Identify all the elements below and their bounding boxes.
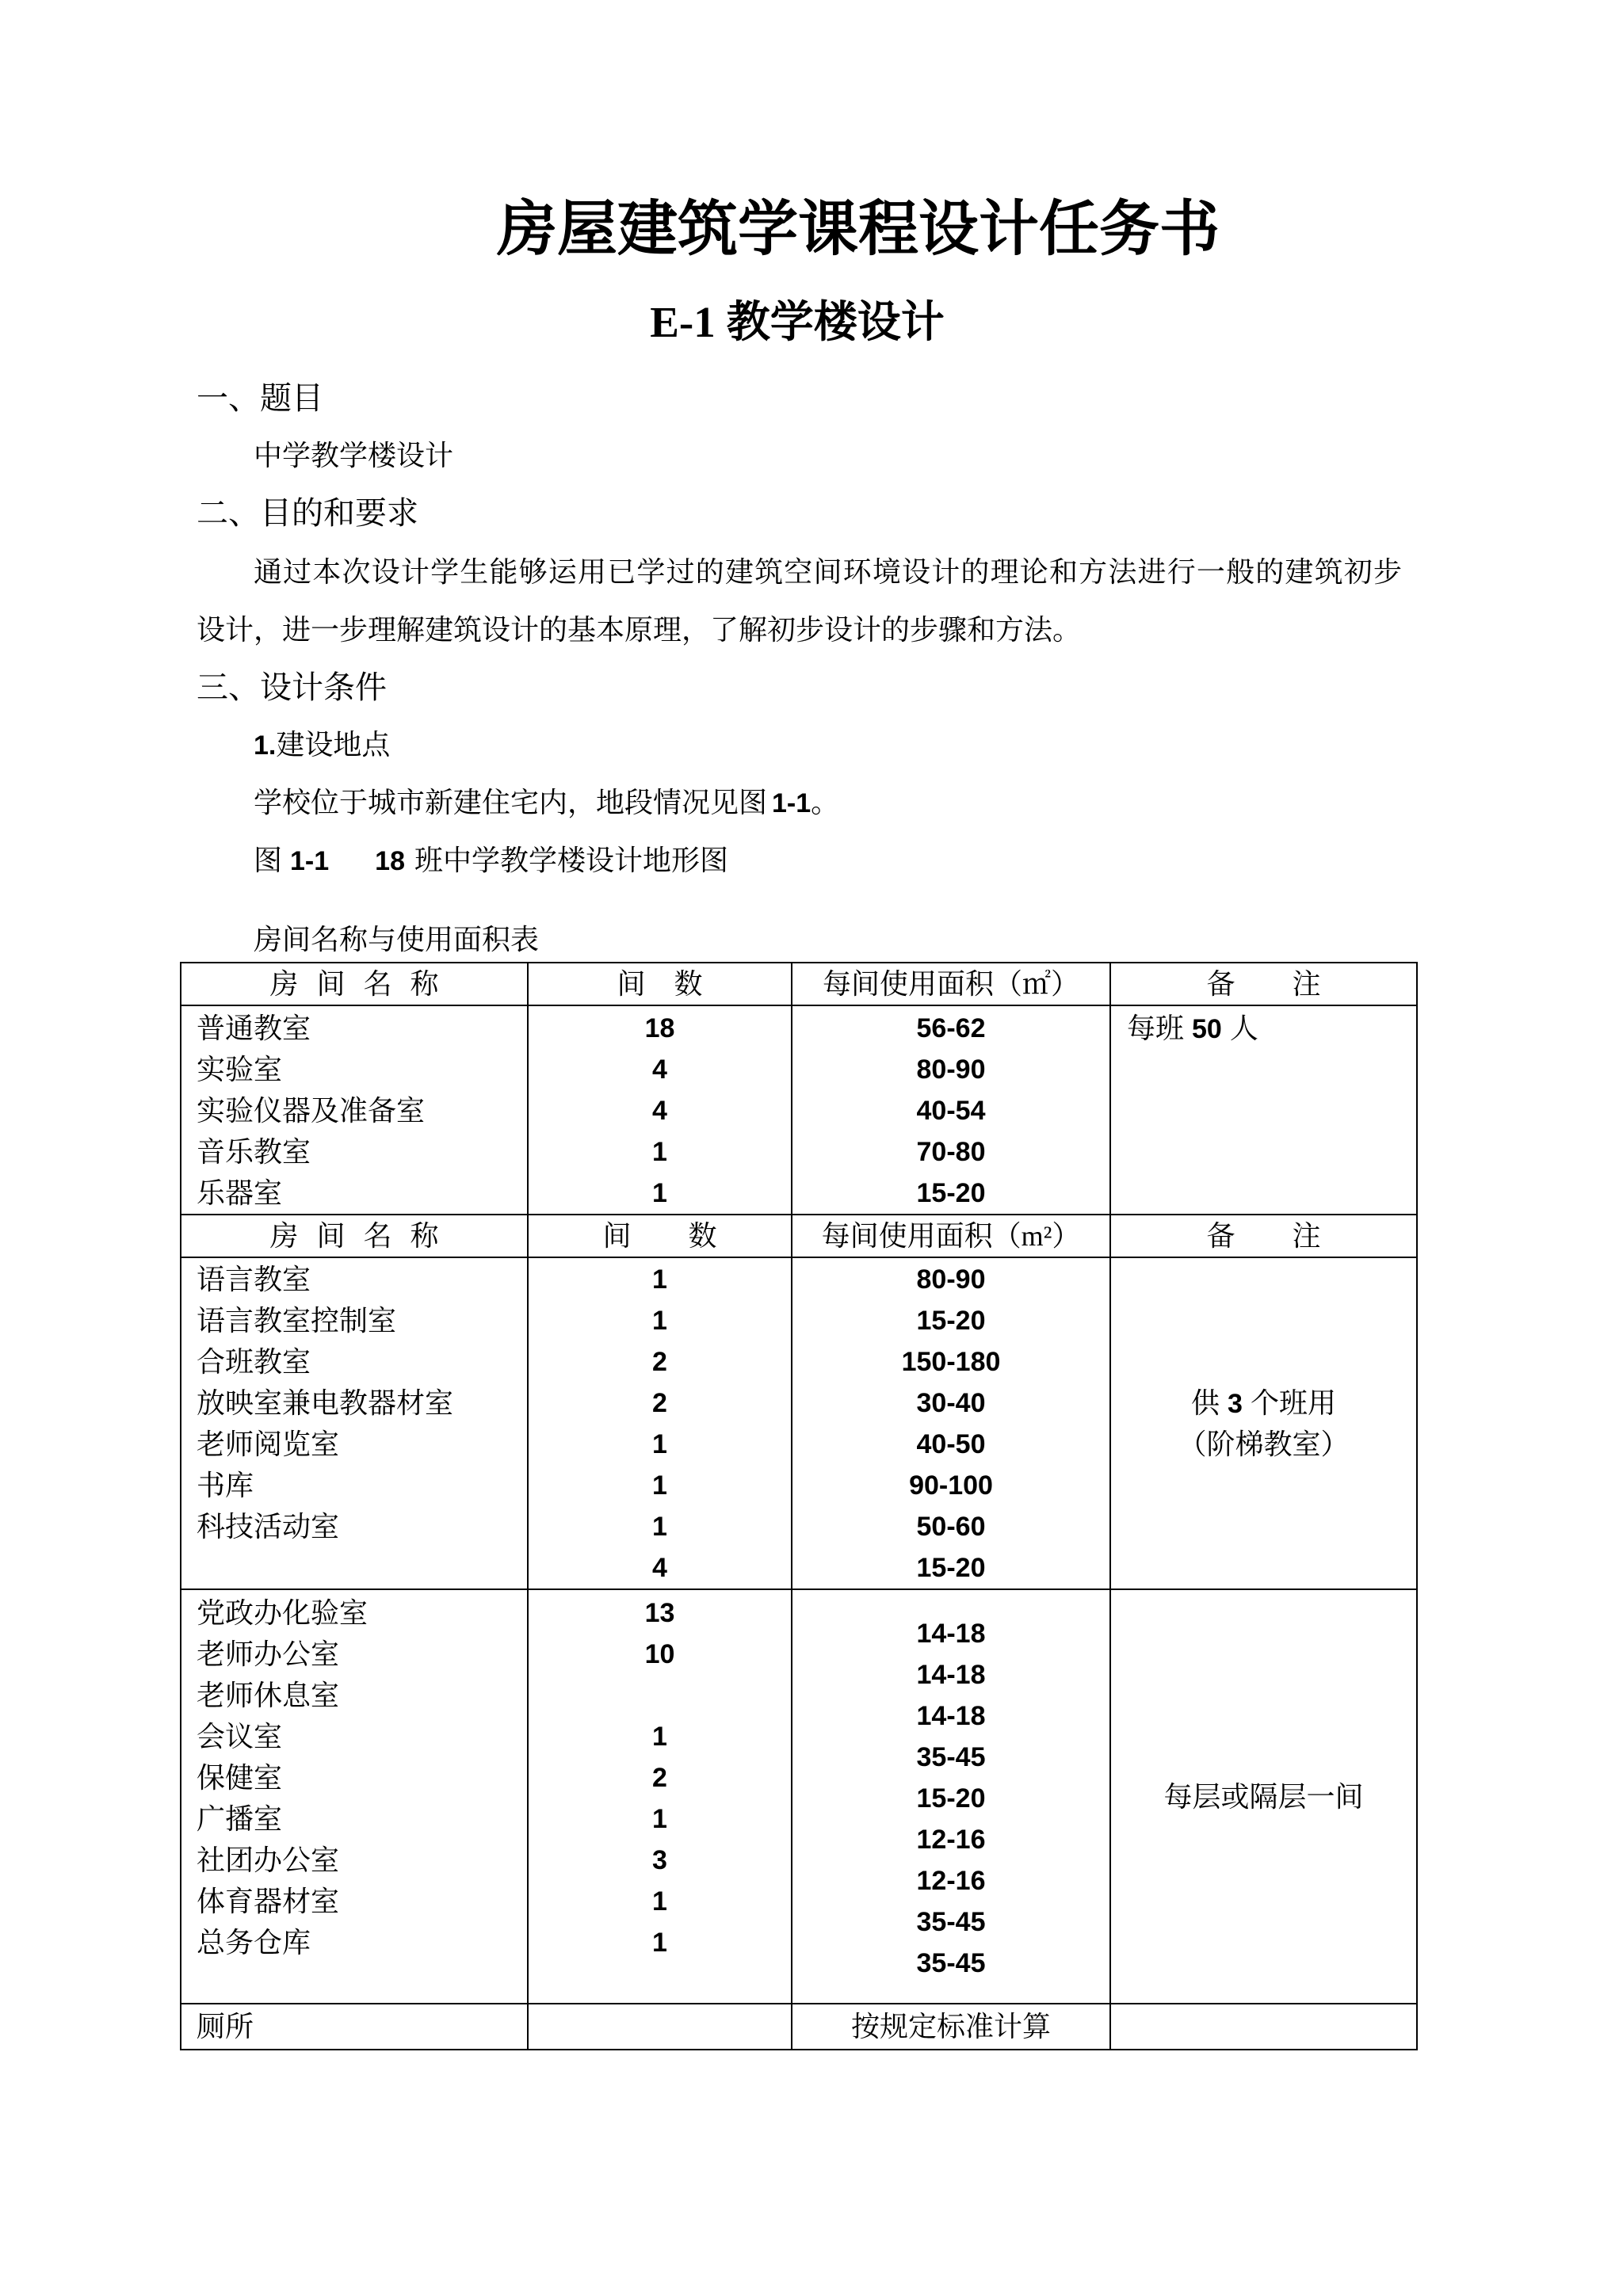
subtitle-text: 教学楼设计 bbox=[726, 296, 945, 347]
group-2-counts-cell bbox=[528, 1257, 792, 1589]
remark-before: 供 bbox=[1191, 1386, 1220, 1419]
figure-caption bbox=[254, 846, 728, 875]
room-area: 35-45 bbox=[916, 1907, 986, 1937]
figure-number: 1-1 bbox=[290, 846, 330, 876]
remark-before: 每班 bbox=[1127, 1013, 1185, 1044]
remark-number: 3 bbox=[1228, 1388, 1243, 1419]
room-count: 1 bbox=[652, 1178, 667, 1208]
room-name: 音乐教室 bbox=[197, 1136, 311, 1168]
room-name: 总务仓库 bbox=[197, 1927, 311, 1958]
item-1-label: 建设地点 bbox=[276, 729, 391, 761]
item-1-number: 1. bbox=[254, 730, 277, 761]
header-room-area: 每间使用面积（m²） bbox=[792, 1215, 1110, 1257]
section-2-paragraph-line-2: 设计，进一步理解建筑设计的基本原理，了解初步设计的步骤和方法。 bbox=[197, 614, 1082, 646]
room-count: 4 bbox=[652, 1096, 667, 1126]
room-name: 实验室 bbox=[197, 1054, 283, 1085]
room-area: 40-54 bbox=[916, 1096, 986, 1126]
room-area: 12-16 bbox=[916, 1825, 986, 1855]
room-count: 18 bbox=[644, 1013, 675, 1043]
figure-class-count: 18 bbox=[375, 846, 405, 876]
document-subtitle bbox=[475, 296, 1119, 347]
room-name: 科技活动室 bbox=[197, 1511, 340, 1543]
group-1-counts-cell bbox=[528, 1005, 792, 1215]
remark-number: 50 bbox=[1192, 1014, 1222, 1044]
room-area-table bbox=[180, 962, 1418, 2050]
room-area: 70-80 bbox=[916, 1137, 986, 1167]
room-area: 14-18 bbox=[916, 1619, 986, 1649]
room-count: 3 bbox=[652, 1845, 667, 1875]
room-name: 体育器材室 bbox=[197, 1886, 340, 1917]
header-room-name: 房 间 名 称 bbox=[181, 963, 528, 1005]
room-count: 4 bbox=[652, 1055, 667, 1085]
room-name: 乐器室 bbox=[197, 1177, 283, 1209]
group-2-remark-cell bbox=[1110, 1257, 1417, 1589]
room-name: 实验仪器及准备室 bbox=[197, 1095, 426, 1127]
group-1-areas-cell bbox=[792, 1005, 1110, 1215]
header-remark: 备 注 bbox=[1110, 963, 1417, 1005]
room-name: 普通教室 bbox=[197, 1013, 311, 1044]
room-name: 语言教室 bbox=[197, 1264, 311, 1295]
header-room-name: 房 间 名 称 bbox=[181, 1215, 528, 1257]
table-header-row-1 bbox=[181, 963, 1417, 1005]
document-title: 房屋建筑学课程设计任务书 bbox=[497, 193, 1220, 264]
room-area: 35-45 bbox=[916, 1948, 986, 1978]
room-count: 2 bbox=[652, 1347, 667, 1377]
remark-shared-classes bbox=[1111, 1383, 1416, 1424]
group-3-remark-cell bbox=[1110, 1589, 1417, 2004]
room-area: 80-90 bbox=[916, 1264, 986, 1295]
room-count: 1 bbox=[652, 1928, 667, 1958]
room-count: 1 bbox=[652, 1306, 667, 1336]
room-name: 广播室 bbox=[197, 1803, 283, 1835]
room-count: 1 bbox=[652, 1804, 667, 1834]
figure-label: 图 bbox=[254, 845, 283, 876]
location-end: 。 bbox=[811, 787, 840, 818]
room-count: 1 bbox=[652, 1886, 667, 1917]
room-area: 30-40 bbox=[916, 1388, 986, 1418]
room-name: 党政办化验室 bbox=[197, 1597, 369, 1629]
section-1-heading: 一、题目 bbox=[197, 380, 323, 417]
room-name: 老师休息室 bbox=[197, 1680, 340, 1711]
room-name: 书库 bbox=[197, 1470, 254, 1501]
group-3-names-cell bbox=[181, 1589, 528, 2004]
header-room-count: 间 数 bbox=[528, 1215, 792, 1257]
room-count: 1 bbox=[652, 1137, 667, 1167]
location-figure-ref: 1-1 bbox=[772, 788, 812, 818]
room-count: 4 bbox=[652, 1553, 667, 1583]
remark-per-class bbox=[1127, 1008, 1416, 1049]
room-name: 老师阅览室 bbox=[197, 1428, 340, 1460]
header-remark: 备 注 bbox=[1110, 1215, 1417, 1257]
room-area: 40-50 bbox=[916, 1429, 986, 1459]
subtitle-code: E-1 bbox=[650, 298, 716, 346]
room-name: 合班教室 bbox=[197, 1346, 311, 1378]
room-name: 放映室兼电教器材室 bbox=[197, 1387, 454, 1419]
room-area: 12-16 bbox=[916, 1866, 986, 1896]
remark-after: 人 bbox=[1229, 1013, 1258, 1044]
room-count: 10 bbox=[644, 1639, 675, 1669]
table-group-2 bbox=[181, 1257, 1417, 1589]
figure-title: 班中学教学楼设计地形图 bbox=[414, 845, 728, 876]
room-area: 14-18 bbox=[916, 1701, 986, 1731]
blank-count bbox=[529, 1675, 791, 1716]
room-area: 90-100 bbox=[909, 1470, 993, 1501]
room-area: 56-62 bbox=[916, 1013, 986, 1043]
section-2-heading: 二、目的和要求 bbox=[197, 495, 418, 532]
room-name: 老师办公室 bbox=[197, 1638, 340, 1670]
room-area: 14-18 bbox=[916, 1660, 986, 1690]
table-group-1 bbox=[181, 1005, 1417, 1215]
group-2-names-cell bbox=[181, 1257, 528, 1589]
last-row-count-cell bbox=[528, 2004, 792, 2050]
room-area: 50-60 bbox=[916, 1512, 986, 1542]
room-area: 15-20 bbox=[916, 1553, 986, 1583]
room-area: 150-180 bbox=[901, 1347, 1001, 1377]
section-1-body: 中学教学楼设计 bbox=[254, 440, 454, 471]
location-line bbox=[254, 788, 839, 818]
header-room-count: 间 数 bbox=[528, 963, 792, 1005]
room-area: 35-45 bbox=[916, 1742, 986, 1772]
room-area: 15-20 bbox=[916, 1306, 986, 1336]
header-room-area: 每间使用面积（㎡） bbox=[792, 963, 1110, 1005]
group-1-remark-cell bbox=[1110, 1005, 1417, 1215]
room-count: 2 bbox=[652, 1388, 667, 1418]
table-group-3 bbox=[181, 1589, 1417, 2004]
item-1-line bbox=[254, 730, 390, 760]
group-3-counts-cell bbox=[528, 1589, 792, 2004]
table-caption: 房间名称与使用面积表 bbox=[254, 924, 540, 955]
remark-after: 个班用 bbox=[1250, 1386, 1336, 1419]
table-header-row-2 bbox=[181, 1215, 1417, 1257]
room-area: 15-20 bbox=[916, 1783, 986, 1814]
section-3-heading: 三、设计条件 bbox=[197, 669, 387, 706]
room-count: 1 bbox=[652, 1722, 667, 1752]
room-count: 1 bbox=[652, 1470, 667, 1501]
room-name: 语言教室控制室 bbox=[197, 1305, 397, 1337]
room-count: 1 bbox=[652, 1429, 667, 1459]
last-row-name-cell bbox=[181, 2004, 528, 2050]
last-row-area-cell bbox=[792, 2004, 1110, 2050]
section-2-paragraph-line-1: 通过本次设计学生能够运用已学过的建筑空间环境设计的理论和方法进行一般的建筑初步 bbox=[254, 556, 1402, 588]
remark-lecture-hall: （阶梯教室） bbox=[1178, 1428, 1350, 1460]
group-2-areas-cell bbox=[792, 1257, 1110, 1589]
group-3-areas-cell bbox=[792, 1589, 1110, 2004]
room-count: 2 bbox=[652, 1763, 667, 1793]
room-name: 社团办公室 bbox=[197, 1844, 340, 1876]
group-1-names-cell bbox=[181, 1005, 528, 1215]
room-name: 会议室 bbox=[197, 1721, 283, 1753]
room-count: 1 bbox=[652, 1264, 667, 1295]
last-row-remark-cell bbox=[1110, 2004, 1417, 2050]
location-text: 学校位于城市新建住宅内，地段情况见图 bbox=[254, 787, 768, 818]
remark-per-floor: 每层或隔层一间 bbox=[1163, 1780, 1364, 1813]
room-count: 13 bbox=[644, 1598, 675, 1628]
room-area: 15-20 bbox=[916, 1178, 986, 1208]
table-last-row bbox=[181, 2004, 1417, 2050]
room-area-note: 按规定标准计算 bbox=[850, 2011, 1051, 2042]
room-count: 1 bbox=[652, 1512, 667, 1542]
room-name: 保健室 bbox=[197, 1762, 283, 1794]
room-name: 厕所 bbox=[197, 2011, 254, 2042]
room-area: 80-90 bbox=[916, 1055, 986, 1085]
